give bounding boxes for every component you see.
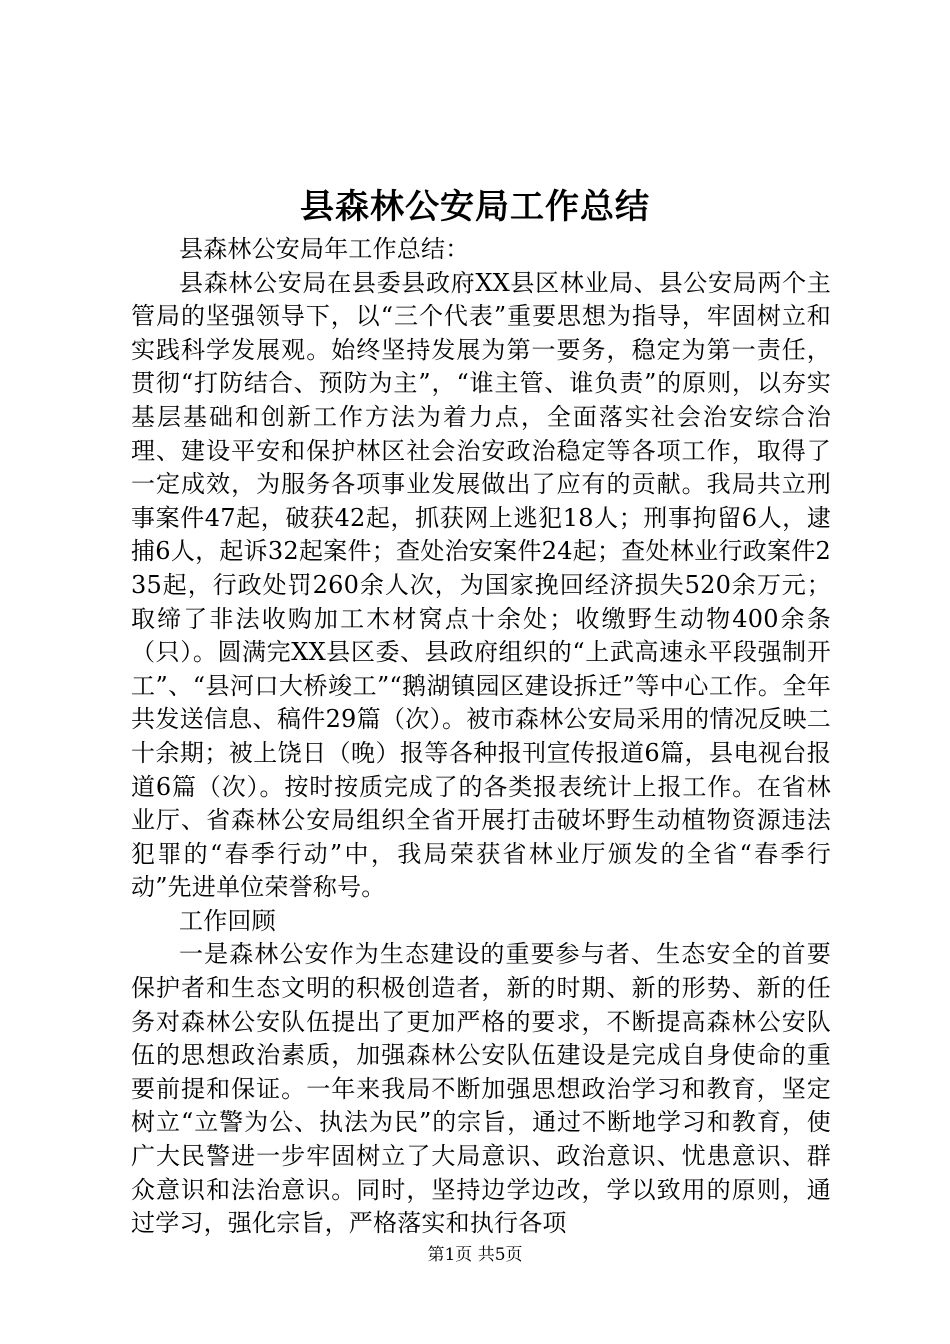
page-footer: 第1页 共5页 xyxy=(427,1245,523,1265)
document-body xyxy=(131,233,831,1241)
review-paragraph: 一是森林公安作为生态建设的重要参与者、生态安全的首要保护者和生态文明的积极创造者，新的时期、新的形势、新的任务对森林公安队伍提出了更加严格的要求，不断提高森林公安队伍的思想政治素质，加强森林公安队伍建设是完成自身使命的重要前提和保证。一年来我局不断加强思想政治学习和教育，坚定树立“立警为公、执法为民”的宗旨，通过不断地学习和教育，使广大民警进一步牢固树立了大局意识、政治意识、忧患意识、群众意识和法治意识。同时，坚持边学边改，学以致用的原则，通过学习，强化宗旨，严格落实和执行各项 xyxy=(131,940,831,1238)
summary-paragraph: 县森林公安局在县委县政府XX县区林业局、县公安局两个主管局的坚强领导下，以“三个代表”重要思想为指导，牢固树立和实践科学发展观。始终坚持发展为第一要务，稳定为第一责任，贯彻“打防结合、预防为主”，“谁主管、谁负责”的原则，以夯实基层基础和创新工作方法为着力点，全面落实社会治安综合治理、建设平安和保护林区社会治安政治稳定等各项工作，取得了一定成效，为服务各项事业发展做出了应有的贡献。我局共立刑事案件47起，破获42起，抓获网上逃犯18人；刑事拘留6人，逮捕6人，起诉32起案件；查处治安案件24起；查处林业行政案件235起，行政处罚260余人次，为国家挽回经济损失520余万元；取缔了非法收购加工木材窝点十余处；收缴野生动物400余条（只）。圆满完XX县区委、县政府组织的“上武高速永平段强制开工”、“县河口大桥竣工”“鹅湖镇园区建设拆迁”等中心工作。全年共发送信息、稿件29篇（次）。被市森林公安局采用的情况反映二十余期；被上饶日（晚）报等各种报刊宣传报道6篇，县电视台报道6篇（次）。按时按质完成了的各类报表统计上报工作。在省林业厅、省森林公安局组织全省开展打击破坏野生动植物资源违法犯罪的“春季行动”中，我局荣获省林业厅颁发的全省“春季行动”先进单位荣誉称号。 xyxy=(131,268,831,902)
document-title: 县森林公安局工作总结 xyxy=(300,187,650,227)
section-heading: 工作回顾 xyxy=(179,906,276,935)
intro-line: 县森林公安局年工作总结： xyxy=(179,235,470,263)
